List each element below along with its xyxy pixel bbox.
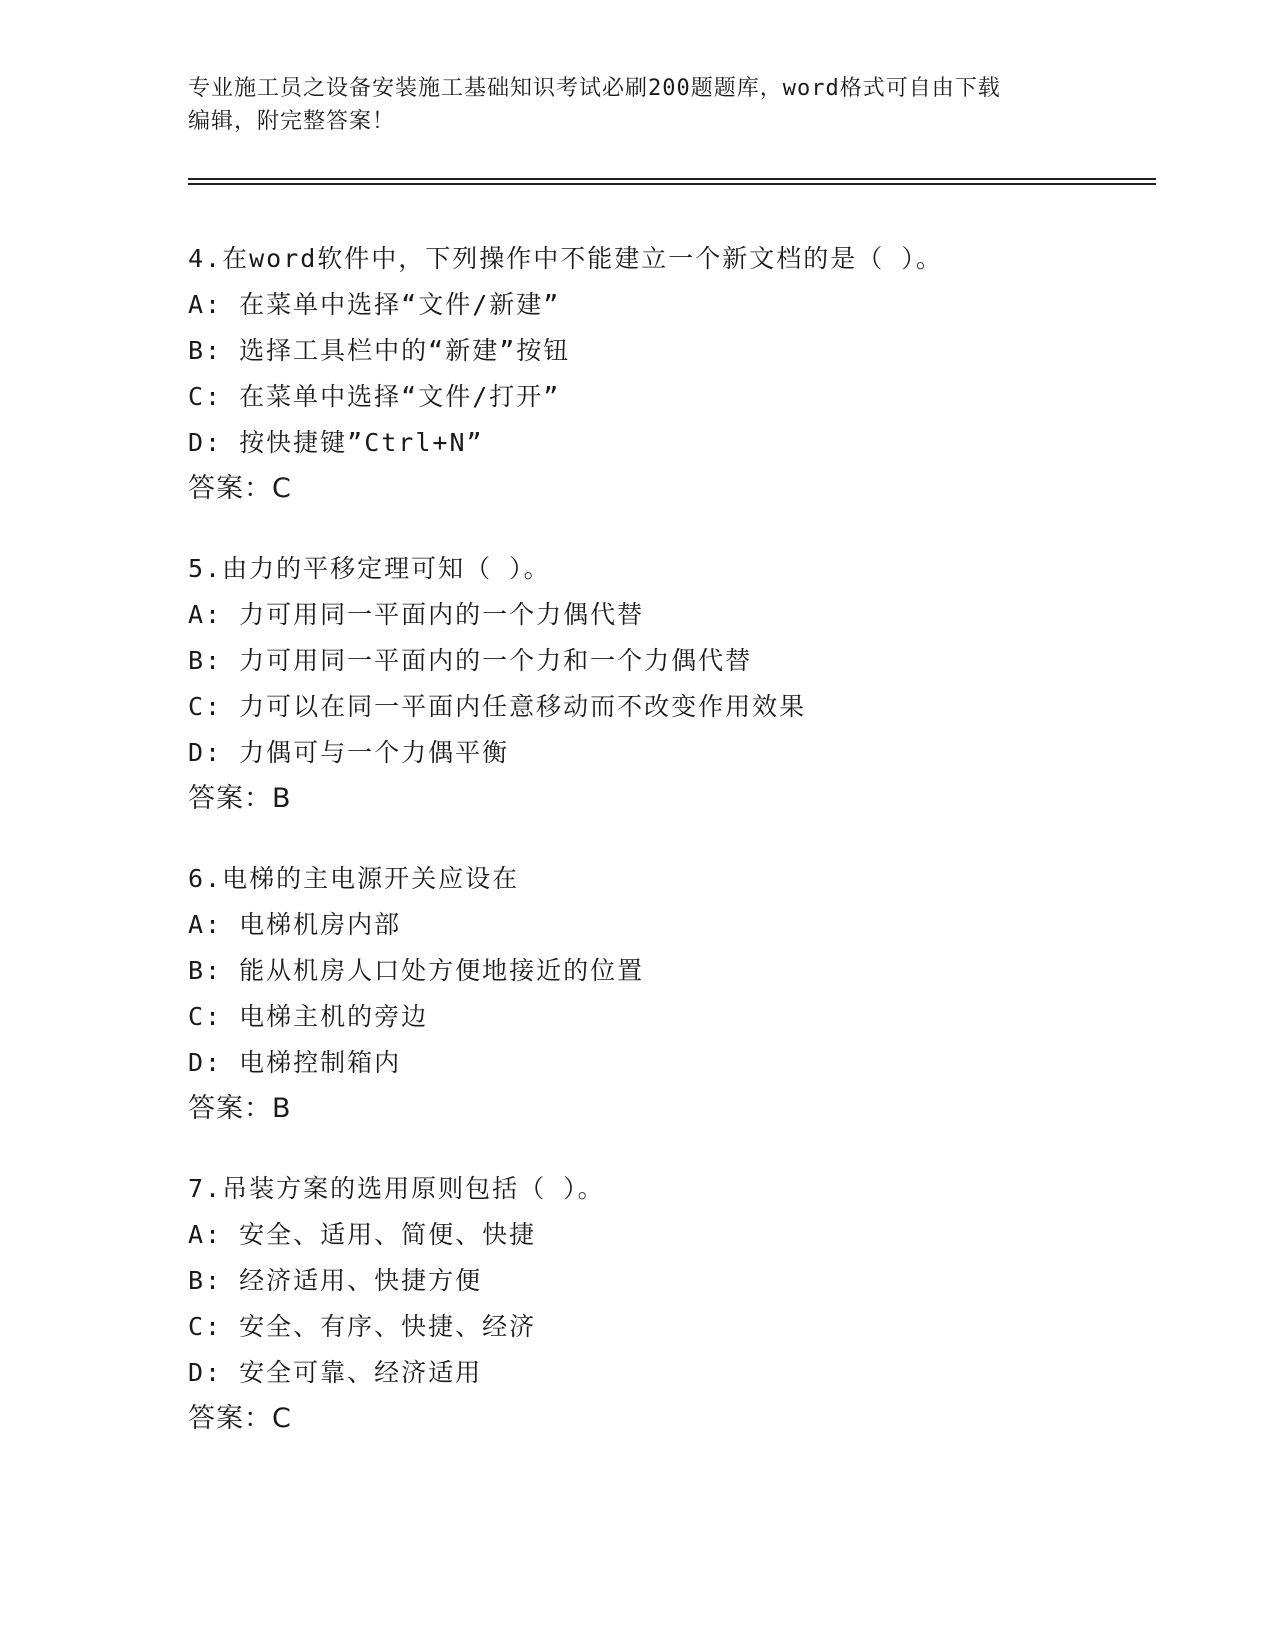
question-stem: 4.在word软件中，下列操作中不能建立一个新文档的是（ ）。 bbox=[188, 244, 943, 273]
option-a: A: 安全、适用、简便、快捷 bbox=[188, 1220, 537, 1249]
option-d: D: 力偶可与一个力偶平衡 bbox=[188, 738, 510, 767]
question-stem: 6.电梯的主电源开关应设在 bbox=[188, 864, 520, 893]
header-title-line-2: 编辑，附完整答案！ bbox=[188, 109, 396, 134]
option-c: C: 在菜单中选择“文件/打开” bbox=[188, 382, 561, 411]
option-d: D: 安全可靠、经济适用 bbox=[188, 1358, 483, 1387]
option-b: B: 选择工具栏中的“新建”按钮 bbox=[188, 336, 571, 365]
option-a: A: 电梯机房内部 bbox=[188, 910, 402, 939]
option-a: A: 力可用同一平面内的一个力偶代替 bbox=[188, 600, 645, 629]
option-b: B: 能从机房人口处方便地接近的位置 bbox=[188, 956, 645, 985]
question-6 bbox=[188, 856, 1156, 1132]
question-list bbox=[188, 236, 1156, 1476]
option-b: B: 力可用同一平面内的一个力和一个力偶代替 bbox=[188, 646, 753, 675]
header-divider-top bbox=[188, 178, 1156, 180]
question-5 bbox=[188, 546, 1156, 822]
option-c: C: 力可以在同一平面内任意移动而不改变作用效果 bbox=[188, 692, 807, 721]
option-c: C: 安全、有序、快捷、经济 bbox=[188, 1312, 537, 1341]
answer-line: 答案：B bbox=[188, 783, 292, 814]
header-divider-bottom bbox=[188, 183, 1156, 185]
question-stem: 5.由力的平移定理可知（ ）。 bbox=[188, 554, 551, 583]
answer-line: 答案：C bbox=[188, 1403, 292, 1434]
answer-line: 答案：B bbox=[188, 1093, 292, 1124]
option-a: A: 在菜单中选择“文件/新建” bbox=[188, 290, 561, 319]
option-b: B: 经济适用、快捷方便 bbox=[188, 1266, 483, 1295]
option-d: D: 按快捷键”Ctrl+N” bbox=[188, 428, 484, 457]
question-4 bbox=[188, 236, 1156, 512]
document-header bbox=[188, 72, 1088, 138]
header-title-line-1: 专业施工员之设备安装施工基础知识考试必刷200题题库，word格式可自由下载 bbox=[188, 76, 1001, 101]
answer-line: 答案：C bbox=[188, 473, 292, 504]
option-d: D: 电梯控制箱内 bbox=[188, 1048, 402, 1077]
option-c: C: 电梯主机的旁边 bbox=[188, 1002, 429, 1031]
question-stem: 7.吊装方案的选用原则包括（ ）。 bbox=[188, 1174, 605, 1203]
question-7 bbox=[188, 1166, 1156, 1442]
